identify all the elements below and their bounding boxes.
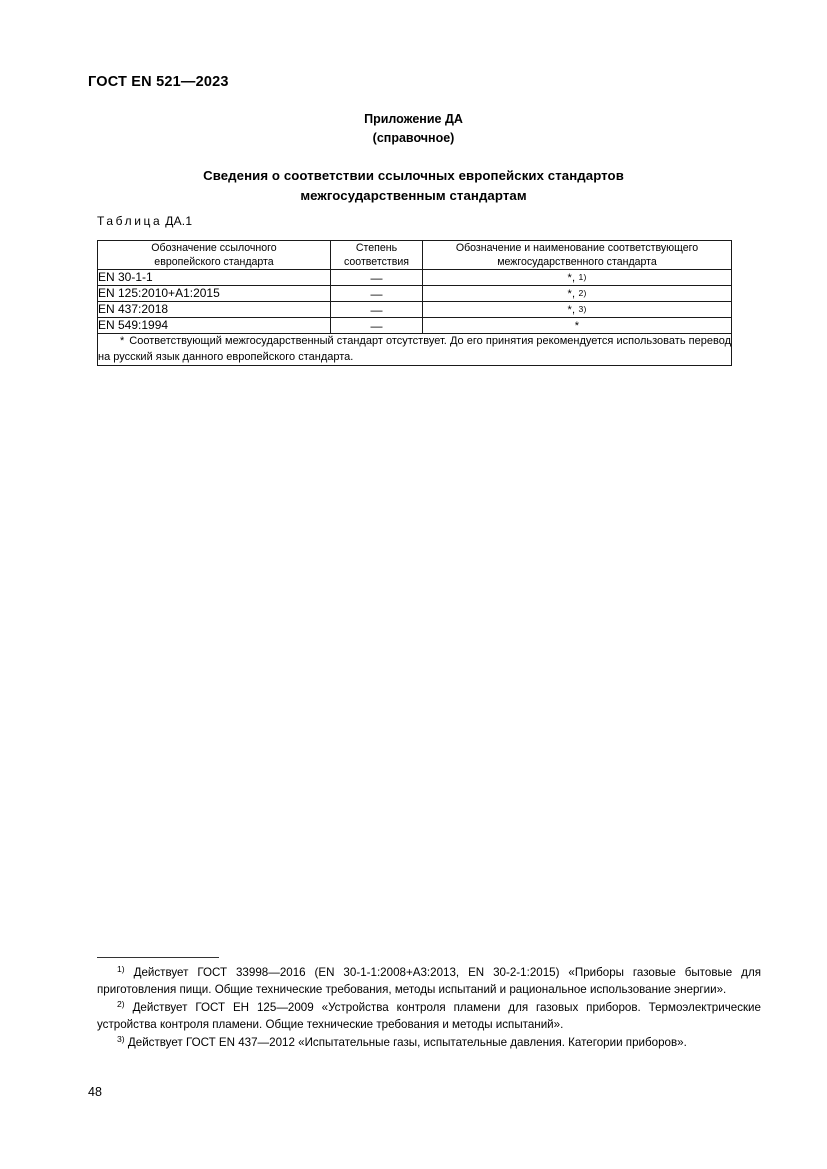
cell-corresponding — [423, 286, 732, 302]
footnote-text: Действует ГОСТ ЕН 125—2009 «Устройства контроля пламени для газовых приборов. Термоэлектрические устройства контроля пламени. Общие технические требования и методы испытаний». — [97, 1001, 761, 1031]
annex-heading-block — [0, 110, 827, 206]
cell-standard: EN 30-1-1 — [98, 270, 331, 286]
cell-standard: EN 549:1994 — [98, 318, 331, 334]
footnote-item — [97, 965, 761, 998]
column-header-reference-standard-line-2: европейского стандарта — [154, 256, 274, 268]
table-caption-number: ДА.1 — [165, 214, 193, 228]
table-note-text: Соответствующий межгосударственный стандарт отсутствует. До его принятия рекомендуется использовать перевод на русский язык данного европейского стандарта. — [98, 335, 731, 363]
footnote-marker: 3) — [117, 1033, 125, 1044]
column-header-degree-line-2: соответствия — [343, 256, 410, 268]
column-header-reference-standard — [98, 241, 331, 270]
cell-degree: — — [331, 270, 423, 286]
table-row — [98, 318, 732, 334]
cell-corresponding — [423, 318, 732, 334]
footnote-separator-rule — [97, 957, 219, 958]
footnote-marker: 2) — [117, 998, 125, 1009]
table-note-row — [98, 334, 732, 366]
column-header-reference-standard-line-1: Обозначение ссылочного — [151, 242, 277, 254]
cell-corresponding-note-ref: 1) — [578, 272, 587, 282]
cell-degree: — — [331, 302, 423, 318]
table-caption-label: Таблица — [97, 214, 163, 228]
cell-corresponding-star: *, — [567, 271, 579, 284]
cell-degree: — — [331, 286, 423, 302]
cell-corresponding-note-ref: 3) — [578, 304, 587, 314]
table-row — [98, 302, 732, 318]
table-caption — [97, 214, 192, 228]
cell-corresponding — [423, 302, 732, 318]
cell-corresponding-star: * — [574, 319, 580, 332]
page-number: 48 — [88, 1085, 102, 1099]
cell-corresponding — [423, 270, 732, 286]
table-note-marker: * — [120, 335, 125, 347]
column-header-degree-line-1: Степень — [355, 242, 398, 254]
cell-corresponding-star: *, — [567, 287, 579, 300]
column-header-degree — [331, 241, 423, 270]
footnote-item — [97, 1035, 761, 1052]
annex-title: Приложение ДА — [364, 112, 463, 126]
table-row — [98, 286, 732, 302]
cell-standard: EN 125:2010+A1:2015 — [98, 286, 331, 302]
annex-main-heading — [0, 166, 827, 206]
column-header-corresponding-standard-line-1: Обозначение и наименование соответствующего — [455, 242, 699, 254]
table-row — [98, 270, 732, 286]
table-note — [98, 334, 732, 366]
footnote-item — [97, 1000, 761, 1033]
annex-heading-line-1: Сведения о соответствии ссылочных европейских стандартов — [203, 168, 624, 183]
footnote-text: Действует ГОСТ 33998—2016 (EN 30-1-1:2008+A3:2013, EN 30-2-1:2015) «Приборы газовые бытовые для приготовления пищи. Общие технические требования, методы испытаний и рациональное использование энергии». — [97, 966, 761, 996]
footnote-list — [97, 965, 761, 1054]
running-header: ГОСТ EN 521—2023 — [88, 74, 229, 90]
annex-heading-line-2: межгосударственным стандартам — [300, 188, 527, 203]
column-header-corresponding-standard — [423, 241, 732, 270]
cell-corresponding-note-ref: 2) — [578, 288, 587, 298]
column-header-corresponding-standard-line-2: межгосударственного стандарта — [497, 256, 657, 268]
correspondence-table — [97, 240, 732, 366]
annex-subtitle: (справочное) — [372, 131, 455, 145]
cell-standard: EN 437:2018 — [98, 302, 331, 318]
footnote-text: Действует ГОСТ EN 437—2012 «Испытательные газы, испытательные давления. Категории приборов». — [127, 1036, 687, 1049]
cell-degree: — — [331, 318, 423, 334]
cell-corresponding-star: *, — [567, 303, 579, 316]
table-header-row — [98, 241, 732, 270]
footnote-marker: 1) — [117, 963, 125, 974]
